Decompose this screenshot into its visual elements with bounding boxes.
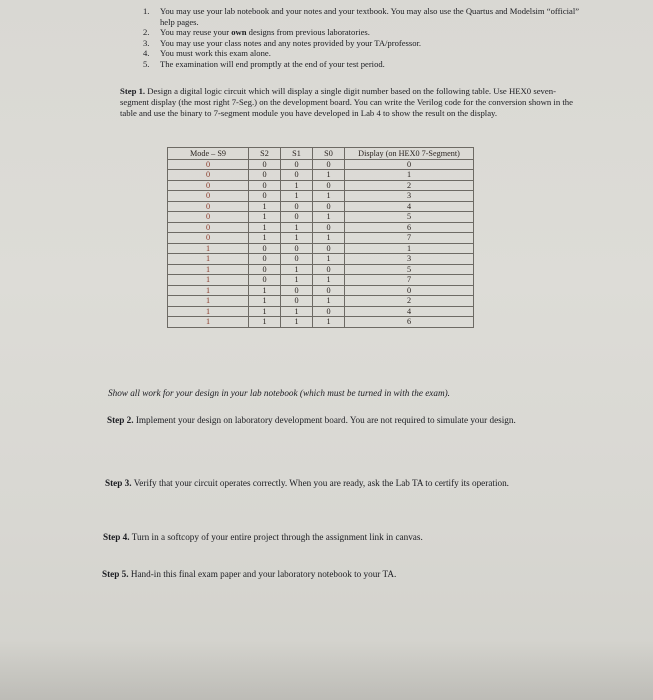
table-row bbox=[168, 264, 474, 275]
rule-text-pre: You may reuse your bbox=[160, 27, 232, 38]
rule-item bbox=[143, 27, 593, 38]
cell-mode: 0 bbox=[168, 159, 249, 170]
cell-s1: 0 bbox=[281, 296, 313, 307]
cell-mode: 1 bbox=[168, 317, 249, 328]
cell-s0: 1 bbox=[313, 275, 345, 286]
rule-text: The examination will end promptly at the end of your test period. bbox=[160, 58, 385, 69]
header-s2: S2 bbox=[249, 148, 281, 160]
step5-text: Hand-in this final exam paper and your laboratory notebook to your TA. bbox=[130, 569, 397, 579]
rule-text-post: designs from previous laboratories. bbox=[246, 27, 370, 38]
step1-paragraph bbox=[120, 86, 578, 118]
cell-mode: 1 bbox=[168, 296, 249, 307]
rule-number: 4. bbox=[143, 48, 150, 59]
cell-s1: 0 bbox=[281, 243, 313, 254]
cell-s2: 0 bbox=[249, 180, 281, 191]
rule-item bbox=[143, 48, 593, 59]
cell-mode: 0 bbox=[168, 180, 249, 191]
cell-display: 3 bbox=[345, 191, 474, 202]
cell-s1: 0 bbox=[281, 201, 313, 212]
cell-display: 3 bbox=[345, 254, 474, 265]
cell-display: 7 bbox=[345, 233, 474, 244]
cell-mode: 0 bbox=[168, 233, 249, 244]
table-row bbox=[168, 170, 474, 181]
cell-s1: 1 bbox=[281, 180, 313, 191]
cell-display: 1 bbox=[345, 170, 474, 181]
cell-s2: 0 bbox=[249, 254, 281, 265]
rule-text-bold: own bbox=[231, 27, 247, 38]
rule-number: 1. bbox=[143, 6, 150, 16]
cell-s1: 0 bbox=[281, 170, 313, 181]
cell-s1: 0 bbox=[281, 159, 313, 170]
cell-s0: 1 bbox=[313, 296, 345, 307]
step4-paragraph bbox=[103, 532, 585, 543]
cell-s1: 0 bbox=[281, 212, 313, 223]
cell-display: 5 bbox=[345, 264, 474, 275]
cell-s2: 1 bbox=[249, 317, 281, 328]
cell-s2: 0 bbox=[249, 243, 281, 254]
table-row bbox=[168, 233, 474, 244]
step4-text: Turn in a softcopy of your entire project through the assignment link in canvas. bbox=[131, 532, 423, 542]
truth-table bbox=[167, 147, 474, 328]
table-row bbox=[168, 317, 474, 328]
step2-paragraph bbox=[107, 409, 589, 431]
rule-item bbox=[143, 6, 593, 27]
cell-s2: 1 bbox=[249, 296, 281, 307]
cell-s2: 0 bbox=[249, 170, 281, 181]
cell-s0: 0 bbox=[313, 159, 345, 170]
header-mode: Mode – S9 bbox=[168, 148, 249, 160]
cell-display: 1 bbox=[345, 243, 474, 254]
step5-label: Step 5. bbox=[102, 569, 129, 579]
cell-s1: 1 bbox=[281, 264, 313, 275]
table-row bbox=[168, 159, 474, 170]
rule-text: You must work this exam alone. bbox=[160, 48, 271, 59]
cell-s2: 0 bbox=[249, 275, 281, 286]
header-s0: S0 bbox=[313, 148, 345, 160]
step1-label: Step 1. bbox=[120, 86, 146, 96]
step2-text: Implement your design on laboratory development board. You are not required to simulate your design. bbox=[135, 415, 516, 425]
table-row bbox=[168, 285, 474, 296]
rule-text: You may use your lab notebook and your notes and your textbook. You may also use the Quartus and Modelsim “official” help pages. bbox=[160, 6, 580, 27]
cell-s0: 0 bbox=[313, 180, 345, 191]
cell-mode: 0 bbox=[168, 222, 249, 233]
table-row bbox=[168, 306, 474, 317]
show-work-note: Show all work for your design in your lab notebook (which must be turned in with the exam). bbox=[108, 388, 450, 398]
cell-s2: 1 bbox=[249, 212, 281, 223]
cell-s0: 1 bbox=[313, 191, 345, 202]
cell-s2: 0 bbox=[249, 264, 281, 275]
cell-s0: 0 bbox=[313, 243, 345, 254]
table-row bbox=[168, 275, 474, 286]
cell-s2: 1 bbox=[249, 222, 281, 233]
cell-display: 0 bbox=[345, 285, 474, 296]
rule-item bbox=[143, 38, 593, 49]
cell-mode: 0 bbox=[168, 201, 249, 212]
header-s1: S1 bbox=[281, 148, 313, 160]
table-row bbox=[168, 222, 474, 233]
cell-display: 7 bbox=[345, 275, 474, 286]
cell-mode: 1 bbox=[168, 264, 249, 275]
table-row bbox=[168, 254, 474, 265]
step3-paragraph bbox=[105, 468, 587, 498]
step3-label: Step 3. bbox=[105, 478, 132, 488]
cell-display: 6 bbox=[345, 222, 474, 233]
table-row bbox=[168, 212, 474, 223]
rule-number: 3. bbox=[143, 37, 150, 48]
cell-display: 0 bbox=[345, 159, 474, 170]
table-row bbox=[168, 201, 474, 212]
cell-display: 4 bbox=[345, 201, 474, 212]
rule-item bbox=[143, 59, 593, 70]
exam-rules-list bbox=[143, 6, 593, 70]
cell-s1: 0 bbox=[281, 254, 313, 265]
cell-display: 2 bbox=[345, 296, 474, 307]
cell-s0: 1 bbox=[313, 317, 345, 328]
table-header-row bbox=[168, 148, 474, 160]
cell-mode: 1 bbox=[168, 275, 249, 286]
cell-s2: 0 bbox=[249, 191, 281, 202]
cell-display: 5 bbox=[345, 212, 474, 223]
table-row bbox=[168, 243, 474, 254]
cell-s1: 1 bbox=[281, 306, 313, 317]
cell-mode: 0 bbox=[168, 212, 249, 223]
cell-s1: 1 bbox=[281, 233, 313, 244]
step4-label: Step 4. bbox=[103, 532, 130, 542]
cell-s1: 1 bbox=[281, 275, 313, 286]
cell-s0: 0 bbox=[313, 201, 345, 212]
step2-label: Step 2. bbox=[107, 415, 134, 425]
cell-s2: 1 bbox=[249, 306, 281, 317]
cell-s2: 0 bbox=[249, 159, 281, 170]
cell-s1: 1 bbox=[281, 222, 313, 233]
cell-mode: 0 bbox=[168, 170, 249, 181]
table-row bbox=[168, 191, 474, 202]
cell-s0: 1 bbox=[313, 212, 345, 223]
step5-paragraph bbox=[102, 569, 584, 580]
cell-display: 6 bbox=[345, 317, 474, 328]
rule-number: 5. bbox=[143, 58, 150, 69]
cell-s0: 1 bbox=[313, 254, 345, 265]
cell-s0: 1 bbox=[313, 233, 345, 244]
cell-display: 2 bbox=[345, 180, 474, 191]
cell-s0: 0 bbox=[313, 306, 345, 317]
cell-s0: 0 bbox=[313, 285, 345, 296]
cell-mode: 0 bbox=[168, 191, 249, 202]
cell-mode: 1 bbox=[168, 285, 249, 296]
cell-s1: 1 bbox=[281, 191, 313, 202]
cell-s2: 1 bbox=[249, 285, 281, 296]
table-row bbox=[168, 296, 474, 307]
cell-s0: 0 bbox=[313, 222, 345, 233]
cell-s1: 1 bbox=[281, 317, 313, 328]
cell-display: 4 bbox=[345, 306, 474, 317]
rule-text: You may use your class notes and any notes provided by your TA/professor. bbox=[160, 37, 422, 48]
cell-s2: 1 bbox=[249, 233, 281, 244]
cell-mode: 1 bbox=[168, 306, 249, 317]
step3-text: Verify that your circuit operates correctly. When you are ready, ask the Lab TA to certify its operation. bbox=[133, 478, 509, 488]
cell-s0: 0 bbox=[313, 264, 345, 275]
cell-s0: 1 bbox=[313, 170, 345, 181]
step1-text: Design a digital logic circuit which will display a single digit number based on the following table. Use HEX0 seven-segment display (the most right 7-Seg.) on the development board. You can write the Verilog code for the conversion shown in the table and use the binary to 7-segment module you have developed in Lab 4 to show the result on the display. bbox=[120, 86, 573, 118]
cell-s2: 1 bbox=[249, 201, 281, 212]
cell-mode: 1 bbox=[168, 243, 249, 254]
table-row bbox=[168, 180, 474, 191]
cell-s1: 0 bbox=[281, 285, 313, 296]
rule-number: 2. bbox=[143, 27, 150, 38]
header-display: Display (on HEX0 7-Segment) bbox=[345, 148, 474, 160]
cell-mode: 1 bbox=[168, 254, 249, 265]
